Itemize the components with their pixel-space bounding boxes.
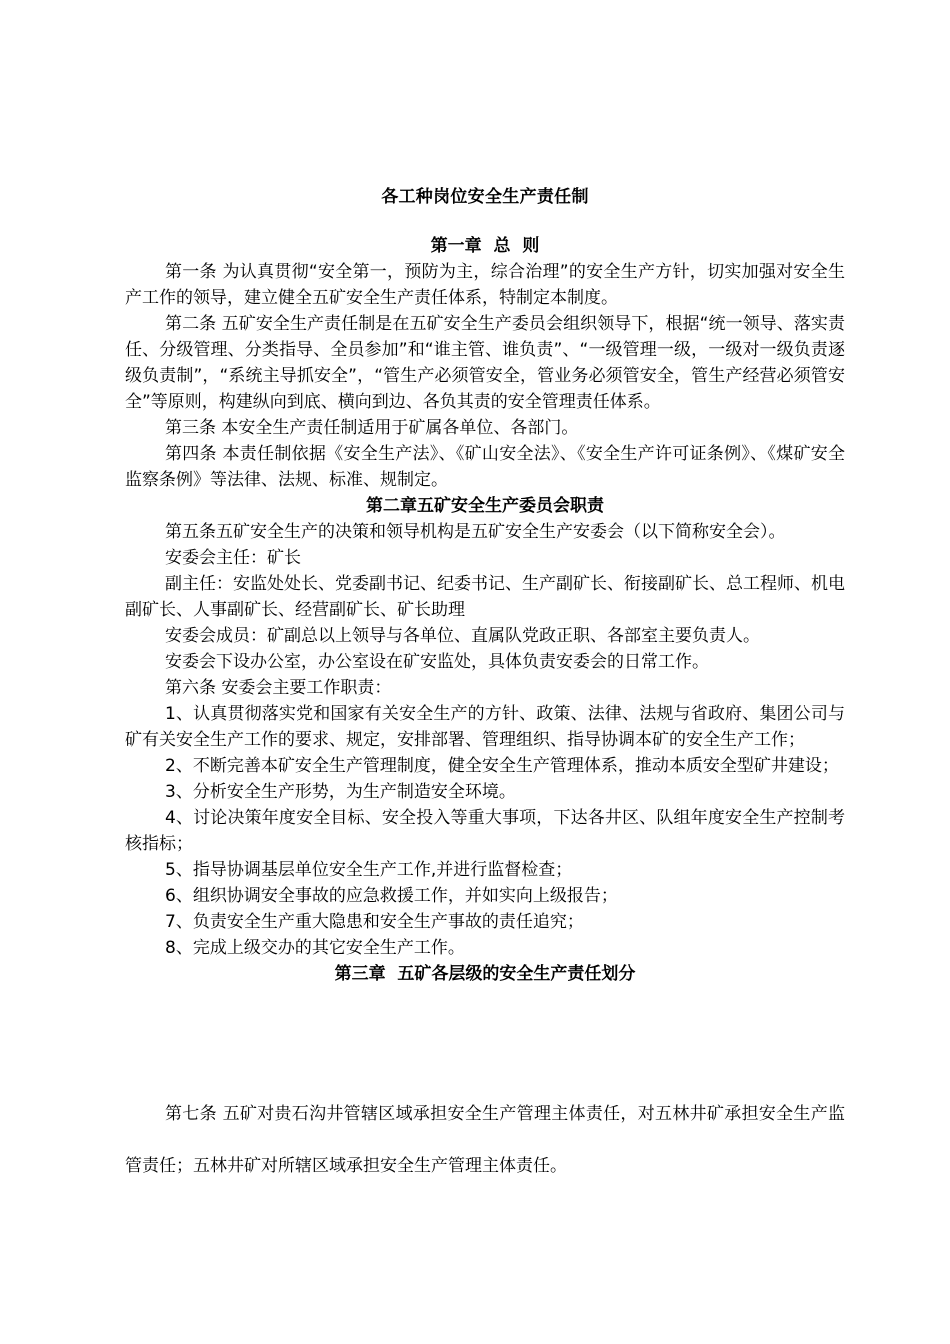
committee-office: 安委会下设办公室，办公室设在矿安监处，具体负责安委会的日常工作。 (165, 652, 709, 672)
duty-item-7: 7、负责安全生产重大隐患和安全生产事故的责任追究； (165, 912, 584, 932)
article-7: 第七条 五矿对贵石沟井管辖区域承担安全生产管理主体责任，对五林井矿承担安全生产监管责任；五林井矿对所辖区域承担安全生产管理主体责任。 (125, 1104, 845, 1176)
duty-item-3: 3、分析安全生产形势，为生产制造安全环境。 (165, 782, 516, 802)
duty-item-1: 1、认真贯彻落实党和国家有关安全生产的方针、政策、法律、法规与省政府、集团公司与矿有关安全生产工作的要求、规定，安排部署、管理组织、指导协调本矿的安全生产工作； (125, 704, 845, 750)
article-1: 第一条 为认真贯彻“安全第一，预防为主，综合治理”的安全生产方针，切实加强对安全生产工作的领导，建立健全五矿安全生产责任体系，特制定本制度。 (125, 262, 845, 308)
chapter-3-heading: 第三章 五矿各层级的安全生产责任划分 (334, 964, 636, 984)
committee-director: 安委会主任：矿长 (165, 548, 301, 568)
committee-deputy-directors: 副主任：安监处处长、党委副书记、纪委书记、生产副矿长、衔接副矿长、总工程师、机电副矿长、人事副矿长、经营副矿长、矿长助理 (125, 574, 845, 620)
duty-item-8: 8、完成上级交办的其它安全生产工作。 (165, 938, 465, 958)
document-title: 各工种岗位安全生产责任制 (381, 187, 589, 207)
chapter-2-heading: 第二章五矿安全生产委员会职责 (366, 496, 604, 516)
committee-members: 安委会成员：矿副总以上领导与各单位、直属队党政正职、各部室主要负责人。 (165, 626, 760, 646)
duty-item-2: 2、不断完善本矿安全生产管理制度，健全安全生产管理体系，推动本质安全型矿井建设； (165, 756, 839, 776)
document-body (125, 233, 845, 987)
article-2: 第二条 五矿安全生产责任制是在五矿安全生产委员会组织领导下，根据“统一领导、落实责任、分级管理、分类指导、全员参加”和“谁主管、谁负责”、“一级管理一级，一级对一级负责逐级负责制”，“系统主导抓安全”，“管生产必须管安全，管业务必须管安全，管生产经营必须管安全”等原则，构建纵向到底、横向到边、各负其责的安全管理责任体系。 (125, 314, 845, 412)
chapter-3-body (125, 1088, 845, 1192)
chapter-1-heading: 第一章 总 则 (430, 236, 540, 256)
article-4: 第四条 本责任制依据《安全生产法》、《矿山安全法》、《安全生产许可证条例》、《煤矿安全监察条例》等法律、法规、标准、规制定。 (125, 444, 845, 490)
duty-item-5: 5、指导协调基层单位安全生产工作,并进行监督检查； (165, 860, 573, 880)
article-6: 第六条 安委会主要工作职责： (165, 678, 392, 698)
article-3: 第三条 本安全生产责任制适用于矿属各单位、各部门。 (165, 418, 579, 438)
article-5: 第五条五矿安全生产的决策和领导机构是五矿安全生产安委会（以下简称安全会）。 (165, 522, 786, 542)
duty-item-6: 6、组织协调安全事故的应急救援工作，并如实向上级报告； (165, 886, 618, 906)
duty-item-4: 4、讨论决策年度安全目标、安全投入等重大事项，下达各井区、队组年度安全生产控制考核指标； (125, 808, 845, 854)
